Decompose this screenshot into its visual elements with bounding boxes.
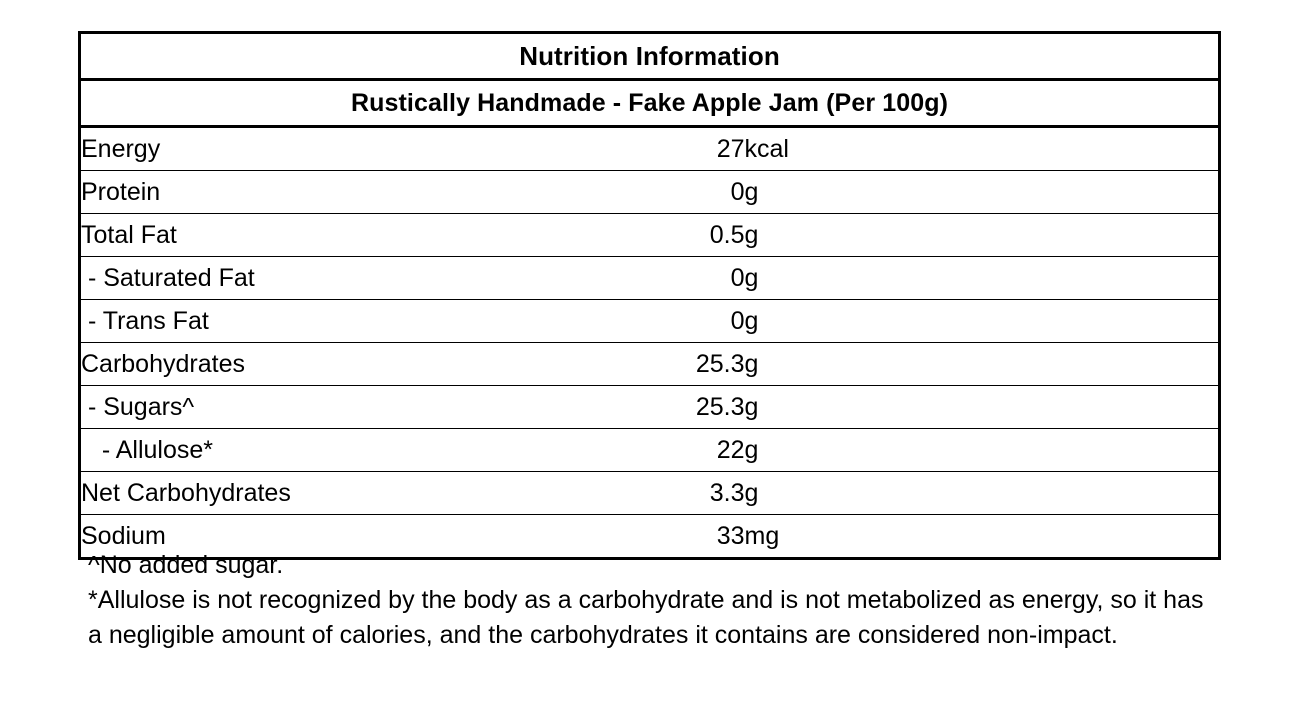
nutrient-value: 0.5 <box>610 214 745 257</box>
nutrient-unit: g <box>745 257 1220 300</box>
nutrient-label: - Saturated Fat <box>80 257 610 300</box>
table-row <box>80 429 1220 472</box>
footnote-no-added-sugar: ^No added sugar. <box>88 551 284 579</box>
nutrient-unit: g <box>745 343 1220 386</box>
nutrient-unit: g <box>745 214 1220 257</box>
table-row <box>80 127 1220 171</box>
table-row <box>80 300 1220 343</box>
nutrient-value: 25.3 <box>610 343 745 386</box>
nutrient-label: Protein <box>80 171 610 214</box>
nutrient-unit: g <box>745 300 1220 343</box>
nutrient-label: Net Carbohydrates <box>80 472 610 515</box>
table-row <box>80 343 1220 386</box>
nutrient-value: 27 <box>610 127 745 171</box>
nutrient-label: - Sugars^ <box>80 386 610 429</box>
footnote-allulose: *Allulose is not recognized by the body as a carbohydrate and is not metabolized as energy, so it has a negligible amount of calories, and the carbohydrates it contains are considered non-impact. <box>88 586 1204 649</box>
nutrition-table <box>78 31 1221 560</box>
table-row <box>80 257 1220 300</box>
table-subtitle: Rustically Handmade - Fake Apple Jam (Per 100g) <box>80 80 1220 127</box>
nutrient-unit: g <box>745 472 1220 515</box>
nutrient-label: Total Fat <box>80 214 610 257</box>
nutrient-label: Carbohydrates <box>80 343 610 386</box>
nutrition-panel <box>78 31 1218 560</box>
nutrient-value: 22 <box>610 429 745 472</box>
nutrient-unit: g <box>745 429 1220 472</box>
footnotes <box>88 548 1218 653</box>
nutrition-table-body <box>80 33 1220 559</box>
nutrient-label: - Allulose* <box>80 429 610 472</box>
nutrient-unit: mg <box>745 515 1220 559</box>
nutrient-value: 25.3 <box>610 386 745 429</box>
table-row <box>80 171 1220 214</box>
nutrient-value: 0 <box>610 171 745 214</box>
table-title-row <box>80 33 1220 80</box>
table-row <box>80 386 1220 429</box>
nutrient-unit: g <box>745 171 1220 214</box>
nutrient-value: 0 <box>610 257 745 300</box>
nutrient-unit: g <box>745 386 1220 429</box>
table-subtitle-row <box>80 80 1220 127</box>
nutrient-value: 3.3 <box>610 472 745 515</box>
table-row <box>80 214 1220 257</box>
table-row <box>80 472 1220 515</box>
nutrient-value: 33 <box>610 515 745 559</box>
table-title: Nutrition Information <box>80 33 1220 80</box>
nutrient-label: - Trans Fat <box>80 300 610 343</box>
nutrient-label: Energy <box>80 127 610 171</box>
nutrient-value: 0 <box>610 300 745 343</box>
nutrient-unit: kcal <box>745 127 1220 171</box>
nutrient-label: Sodium <box>80 515 610 559</box>
